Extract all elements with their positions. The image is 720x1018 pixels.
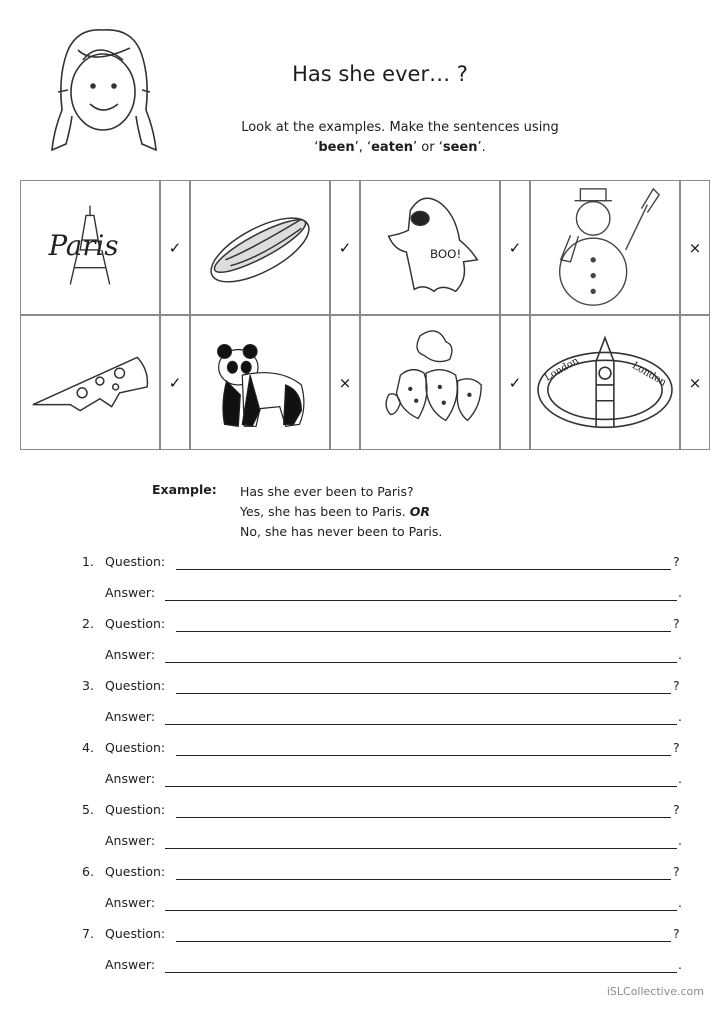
instructions: Look at the examples. Make the sentences using ‘been’, ‘eaten’ or ‘seen’.	[241, 120, 559, 155]
answer-row	[0, 833, 720, 853]
worksheet-title: Has she ever… ?	[292, 62, 468, 86]
mark-cell	[330, 180, 360, 315]
london-big-ben-icon	[531, 316, 679, 449]
mark-cell	[160, 180, 190, 315]
question-write-line[interactable]	[176, 693, 671, 694]
example-label: Example:	[152, 482, 217, 497]
example-answer-no: No, she has never been to Paris.	[240, 524, 443, 539]
pizza-slice-icon	[21, 316, 159, 449]
cross-mark: ×	[688, 238, 702, 257]
question-write-line[interactable]	[176, 755, 671, 756]
question-mark: ?	[673, 554, 680, 569]
question-write-line[interactable]	[176, 569, 671, 570]
mark-cell	[160, 315, 190, 450]
mark-cell	[500, 180, 530, 315]
panda-icon	[191, 316, 329, 449]
question-label: Question:	[105, 616, 166, 631]
word-been: been	[318, 140, 355, 155]
mark-cell	[330, 315, 360, 450]
question-number: 7.	[82, 926, 94, 941]
question-number: 2.	[82, 616, 94, 631]
answer-row	[0, 771, 720, 791]
example-sentences	[240, 482, 442, 542]
london-label: London	[630, 360, 668, 389]
eiffel-tower-icon	[21, 181, 159, 314]
answer-write-line[interactable]	[165, 972, 677, 973]
question-mark: ?	[673, 616, 680, 631]
example-question: Has she ever been to Paris?	[240, 484, 414, 499]
answer-label: Answer:	[105, 709, 156, 724]
answer-write-line[interactable]	[165, 724, 677, 725]
question-number: 6.	[82, 864, 94, 879]
mark-cell	[680, 180, 710, 315]
check-mark: ✓	[508, 373, 522, 392]
question-number: 4.	[82, 740, 94, 755]
answer-period: .	[678, 895, 682, 910]
word-seen: seen	[442, 140, 478, 155]
question-number: 1.	[82, 554, 94, 569]
answer-row	[0, 585, 720, 605]
ghost-icon	[361, 181, 499, 314]
word-eaten: eaten	[371, 140, 413, 155]
mark-cell	[500, 315, 530, 450]
check-mark: ✓	[338, 238, 352, 257]
answer-write-line[interactable]	[165, 600, 677, 601]
cross-mark: ×	[338, 373, 352, 392]
answer-label: Answer:	[105, 957, 156, 972]
answer-label: Answer:	[105, 647, 156, 662]
question-label: Question:	[105, 864, 166, 879]
answer-write-line[interactable]	[165, 786, 677, 787]
question-write-line[interactable]	[176, 941, 671, 942]
question-number: 3.	[82, 678, 94, 693]
hot-dog-icon	[191, 181, 329, 314]
question-write-line[interactable]	[176, 817, 671, 818]
question-number: 5.	[82, 802, 94, 817]
strawberries-icon	[361, 316, 499, 449]
instructions-line: Look at the examples. Make the sentences using	[241, 120, 559, 135]
answer-period: .	[678, 647, 682, 662]
question-label: Question:	[105, 802, 166, 817]
question-mark: ?	[673, 802, 680, 817]
boo-label: BOO!	[430, 246, 462, 261]
example-answer-yes	[240, 502, 442, 522]
question-mark: ?	[673, 740, 680, 755]
question-row	[0, 740, 720, 760]
cross-mark: ×	[688, 373, 702, 392]
answer-row	[0, 709, 720, 729]
question-row	[0, 678, 720, 698]
question-mark: ?	[673, 678, 680, 693]
check-mark: ✓	[168, 373, 182, 392]
example-yes-text: Yes, she has been to Paris.	[240, 504, 406, 519]
picture-cell	[20, 315, 160, 450]
word-or: or	[421, 140, 435, 155]
question-row	[0, 926, 720, 946]
picture-cell	[530, 180, 680, 315]
answer-period: .	[678, 833, 682, 848]
question-row	[0, 802, 720, 822]
answer-label: Answer:	[105, 833, 156, 848]
picture-cell	[530, 315, 680, 450]
check-mark: ✓	[508, 238, 522, 257]
question-label: Question:	[105, 740, 166, 755]
answer-write-line[interactable]	[165, 848, 677, 849]
answer-row	[0, 957, 720, 977]
question-label: Question:	[105, 554, 166, 569]
picture-cell	[360, 315, 500, 450]
answer-period: .	[678, 771, 682, 786]
answer-label: Answer:	[105, 771, 156, 786]
answer-write-line[interactable]	[165, 910, 677, 911]
picture-grid	[20, 180, 710, 450]
girl-face-icon	[38, 20, 168, 160]
example-or: OR	[409, 504, 431, 519]
question-write-line[interactable]	[176, 631, 671, 632]
london-label: London	[542, 355, 581, 384]
answer-label: Answer:	[105, 585, 156, 600]
question-row	[0, 616, 720, 636]
picture-cell	[360, 180, 500, 315]
answer-row	[0, 647, 720, 667]
answer-label: Answer:	[105, 895, 156, 910]
answer-period: .	[678, 957, 682, 972]
picture-cell	[190, 315, 330, 450]
mark-cell	[680, 315, 710, 450]
question-label: Question:	[105, 926, 166, 941]
snowman-icon	[531, 181, 679, 314]
question-mark: ?	[673, 926, 680, 941]
question-row	[0, 554, 720, 574]
picture-cell	[190, 180, 330, 315]
question-label: Question:	[105, 678, 166, 693]
answer-period: .	[678, 585, 682, 600]
picture-cell	[20, 180, 160, 315]
question-write-line[interactable]	[176, 879, 671, 880]
answer-period: .	[678, 709, 682, 724]
paris-label: Paris	[48, 228, 119, 262]
check-mark: ✓	[168, 238, 182, 257]
answer-write-line[interactable]	[165, 662, 677, 663]
question-row	[0, 864, 720, 884]
footer-credit: iSLCollective.com	[606, 985, 704, 998]
question-mark: ?	[673, 864, 680, 879]
answer-row	[0, 895, 720, 915]
